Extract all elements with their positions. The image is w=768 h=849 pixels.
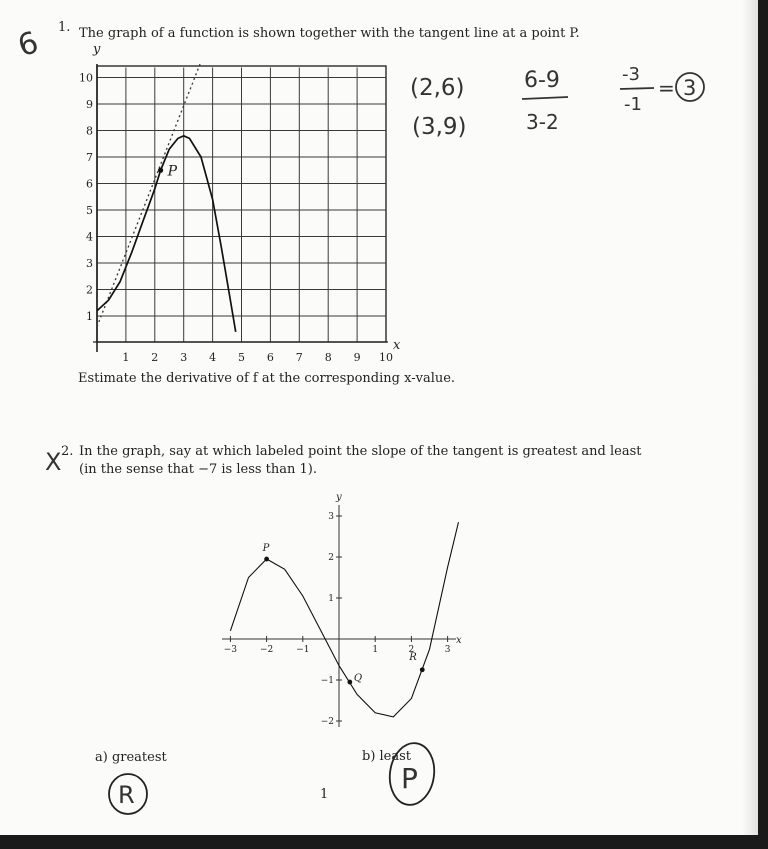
problem1-instruction: Estimate the derivative of f at the corresponding x-value.: [78, 371, 456, 386]
problem1-score-mark: 6: [13, 25, 43, 65]
chart2-x-label: x: [456, 635, 462, 646]
handwritten-fraction-denominator: 3-2: [526, 110, 559, 134]
chart1-x-tick-label: 8: [324, 351, 332, 364]
handwritten-equals: =: [658, 76, 675, 100]
chart1-x-tick-label: 9: [353, 351, 361, 364]
chart1-x-tick-label: 3: [180, 351, 188, 364]
chart1-y-tick-label: 5: [86, 204, 93, 217]
chart2-y-tick-label: 1: [328, 594, 334, 604]
chart1-x-tick-label: 5: [238, 351, 245, 364]
problem1-number: 1.: [58, 20, 71, 35]
answer-a: R: [118, 781, 135, 809]
handwritten-fraction-bar: [522, 97, 568, 99]
chart2-y-label: y: [336, 492, 342, 503]
chart1-x-tick-label: 2: [151, 351, 159, 364]
page-number: 1: [320, 787, 329, 802]
chart1-x-tick-label: 6: [266, 351, 274, 364]
chart1-y-tick-label: 7: [86, 151, 93, 164]
part-b-label: b) least: [362, 749, 412, 764]
handwritten-point-a: (2,6): [410, 75, 465, 101]
chart2-x-tick-label: 2: [408, 645, 415, 655]
handwritten-result-denominator: -1: [624, 94, 642, 115]
chart1-y-tick-label: 9: [86, 98, 93, 111]
chart1-y-tick-label: 3: [86, 257, 93, 270]
chart1-x-tick-label: 1: [122, 351, 130, 364]
problem2-prompt-line1: In the graph, say at which labeled point the slope of the tangent is greatest and least: [79, 444, 642, 459]
chart1-x-tick-label: 4: [209, 351, 217, 364]
handwritten-result-bar: [620, 88, 654, 89]
chart1-y-label: y: [93, 42, 101, 57]
chart2-y-tick-label: 2: [328, 553, 334, 563]
point-label-q: Q: [353, 673, 363, 685]
chart2-x-tick-label: 1: [372, 645, 379, 655]
handwritten-answer: 3: [683, 76, 697, 100]
problem2-number: 2.: [61, 444, 74, 459]
chart1-x-label: x: [393, 338, 401, 353]
chart1-x-tick-label: 10: [379, 351, 393, 364]
handwritten-point-b: (3,9): [412, 114, 467, 140]
handwritten-fraction-numerator: 6-9: [524, 68, 560, 93]
problem1-prompt: The graph of a function is shown together with the tangent line at a point P.: [79, 26, 580, 41]
handwritten-result-numerator: -3: [622, 64, 640, 85]
problem2-prompt-line2: (in the sense that −7 is less than 1).: [79, 462, 318, 477]
chart2-y-tick-label: −2: [320, 717, 334, 727]
chart2-x-tick-label: −3: [223, 645, 238, 655]
chart1-y-tick-label: 6: [86, 177, 93, 191]
problem2-score-mark: X: [45, 448, 62, 476]
chart1-y-tick-label: 1: [86, 310, 93, 323]
part-a-label: a) greatest: [95, 750, 167, 765]
chart1-x-tick-label: 7: [295, 351, 303, 364]
chart2-x-tick-label: 3: [444, 645, 451, 655]
point-label-r: R: [409, 651, 417, 663]
point-p-label: P: [167, 163, 178, 180]
chart2-x-tick-label: −1: [296, 645, 310, 655]
chart1-y-tick-label: 10: [79, 71, 93, 85]
chart2-y-tick-label: −1: [320, 676, 334, 686]
chart2-x-tick-label: −2: [259, 645, 274, 655]
chart1-y-tick-label: 2: [86, 283, 93, 297]
chart2-y-tick-label: 3: [328, 512, 334, 522]
answer-b: P: [401, 762, 418, 795]
chart1-y-tick-label: 4: [86, 230, 93, 244]
chart1-y-tick-label: 8: [86, 124, 93, 138]
point-label-p: P: [262, 543, 270, 555]
